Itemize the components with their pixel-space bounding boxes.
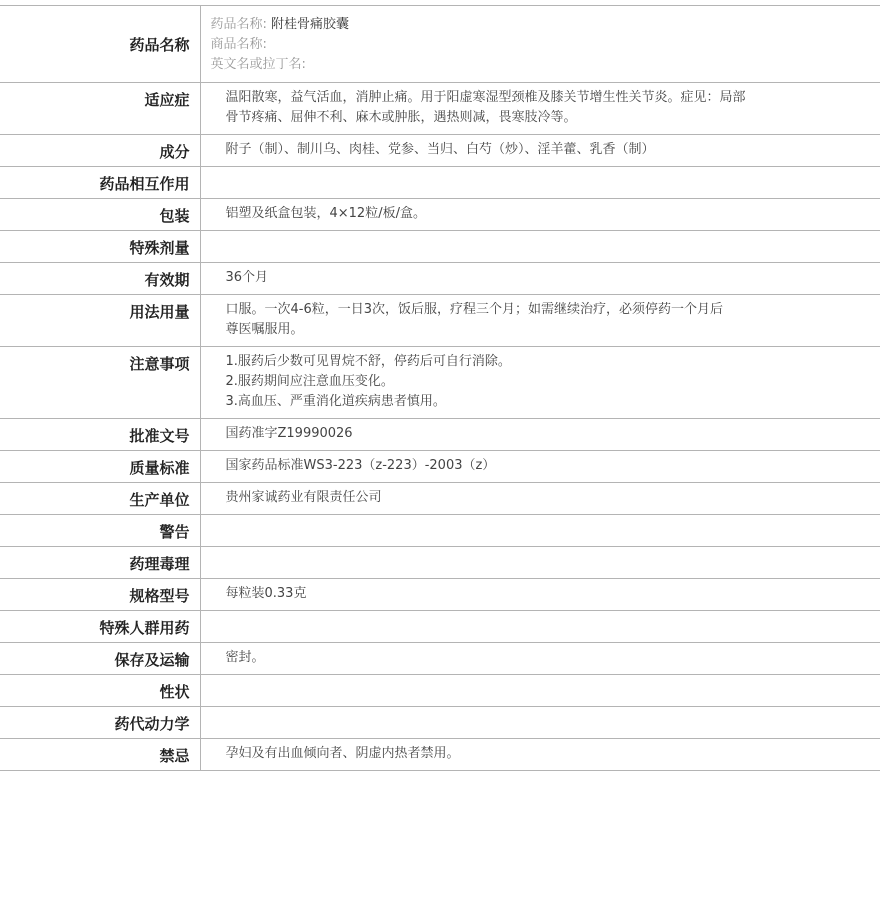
- row-pharmacokinetics: [0, 707, 880, 739]
- generic-name-key: 药品名称:: [210, 17, 267, 32]
- label-warning: 警告: [0, 515, 200, 547]
- row-precautions: [0, 347, 880, 419]
- value-pharmacology: [200, 547, 880, 579]
- precaution-item: 2.服药期间应注意血压变化。: [225, 374, 394, 389]
- value-approval-no: 国药准字Z19990026: [200, 419, 880, 451]
- english-name-key: 英文名或拉丁名:: [210, 57, 306, 72]
- row-interactions: [0, 167, 880, 199]
- precaution-item: 1.服药后少数可见胃烷不舒，停药后可自行消除。: [225, 354, 511, 369]
- generic-name-value: 附桂骨痛胶囊: [271, 17, 350, 32]
- row-special-dosage: [0, 231, 880, 263]
- label-usage: 用法用量: [0, 295, 200, 347]
- value-warning: [200, 515, 880, 547]
- value-specification: 每粒装0.33克: [200, 579, 880, 611]
- label-drug-name: 药品名称: [0, 6, 200, 83]
- label-ingredients: 成分: [0, 135, 200, 167]
- value-manufacturer: 贵州家诚药业有限责任公司: [200, 483, 880, 515]
- label-manufacturer: 生产单位: [0, 483, 200, 515]
- row-drug-name: [0, 6, 880, 83]
- label-contraindications: 禁忌: [0, 739, 200, 771]
- value-properties: [200, 675, 880, 707]
- value-special-groups: [200, 611, 880, 643]
- label-approval-no: 批准文号: [0, 419, 200, 451]
- row-specification: [0, 579, 880, 611]
- value-storage: 密封。: [200, 643, 880, 675]
- english-name-line: [211, 55, 791, 75]
- value-indications: [200, 83, 880, 135]
- value-pharmacokinetics: [200, 707, 880, 739]
- usage-line: 尊医嘱服用。: [225, 322, 304, 337]
- value-drug-name: [200, 6, 880, 83]
- label-special-dosage: 特殊剂量: [0, 231, 200, 263]
- row-indications: [0, 83, 880, 135]
- row-storage: [0, 643, 880, 675]
- row-special-groups: [0, 611, 880, 643]
- row-manufacturer: [0, 483, 880, 515]
- row-quality-standard: [0, 451, 880, 483]
- row-approval-no: [0, 419, 880, 451]
- drug-info-table: [0, 5, 880, 771]
- value-precautions: [200, 347, 880, 419]
- trade-name-line: [211, 35, 791, 55]
- label-pharmacology: 药理毒理: [0, 547, 200, 579]
- value-contraindications: 孕妇及有出血倾向者、阴虚内热者禁用。: [200, 739, 880, 771]
- row-pharmacology: [0, 547, 880, 579]
- value-quality-standard: 国家药品标准WS3-223（z-223）-2003（z）: [200, 451, 880, 483]
- value-special-dosage: [200, 231, 880, 263]
- row-shelf-life: [0, 263, 880, 295]
- value-interactions: [200, 167, 880, 199]
- precaution-item: 3.高血压、严重消化道疾病患者慎用。: [225, 394, 446, 409]
- label-indications: 适应症: [0, 83, 200, 135]
- label-specification: 规格型号: [0, 579, 200, 611]
- row-warning: [0, 515, 880, 547]
- label-packaging: 包装: [0, 199, 200, 231]
- row-properties: [0, 675, 880, 707]
- label-quality-standard: 质量标准: [0, 451, 200, 483]
- label-shelf-life: 有效期: [0, 263, 200, 295]
- label-storage: 保存及运输: [0, 643, 200, 675]
- value-usage: [200, 295, 880, 347]
- value-packaging: 铝塑及纸盒包装，4×12粒/板/盒。: [200, 199, 880, 231]
- usage-line: 口服。一次4-6粒，一日3次，饭后服，疗程三个月；如需继续治疗，必须停药一个月后: [225, 302, 724, 317]
- label-precautions: 注意事项: [0, 347, 200, 419]
- label-pharmacokinetics: 药代动力学: [0, 707, 200, 739]
- label-interactions: 药品相互作用: [0, 167, 200, 199]
- value-ingredients: 附子（制）、制川乌、肉桂、党参、当归、白芍（炒）、淫羊藿、乳香（制）: [200, 135, 880, 167]
- trade-name-key: 商品名称:: [210, 37, 267, 52]
- row-usage: [0, 295, 880, 347]
- generic-name-line: [211, 15, 791, 35]
- row-packaging: [0, 199, 880, 231]
- indications-line: 温阳散寒，益气活血，消肿止痛。用于阳虚寒湿型颈椎及膝关节增生性关节炎。症见：局部: [225, 90, 746, 105]
- value-shelf-life: 36个月: [200, 263, 880, 295]
- row-contraindications: [0, 739, 880, 771]
- label-properties: 性状: [0, 675, 200, 707]
- label-special-groups: 特殊人群用药: [0, 611, 200, 643]
- indications-line: 骨节疼痛、屈伸不利、麻木或肿胀，遇热则减，畏寒肢冷等。: [225, 110, 577, 125]
- row-ingredients: [0, 135, 880, 167]
